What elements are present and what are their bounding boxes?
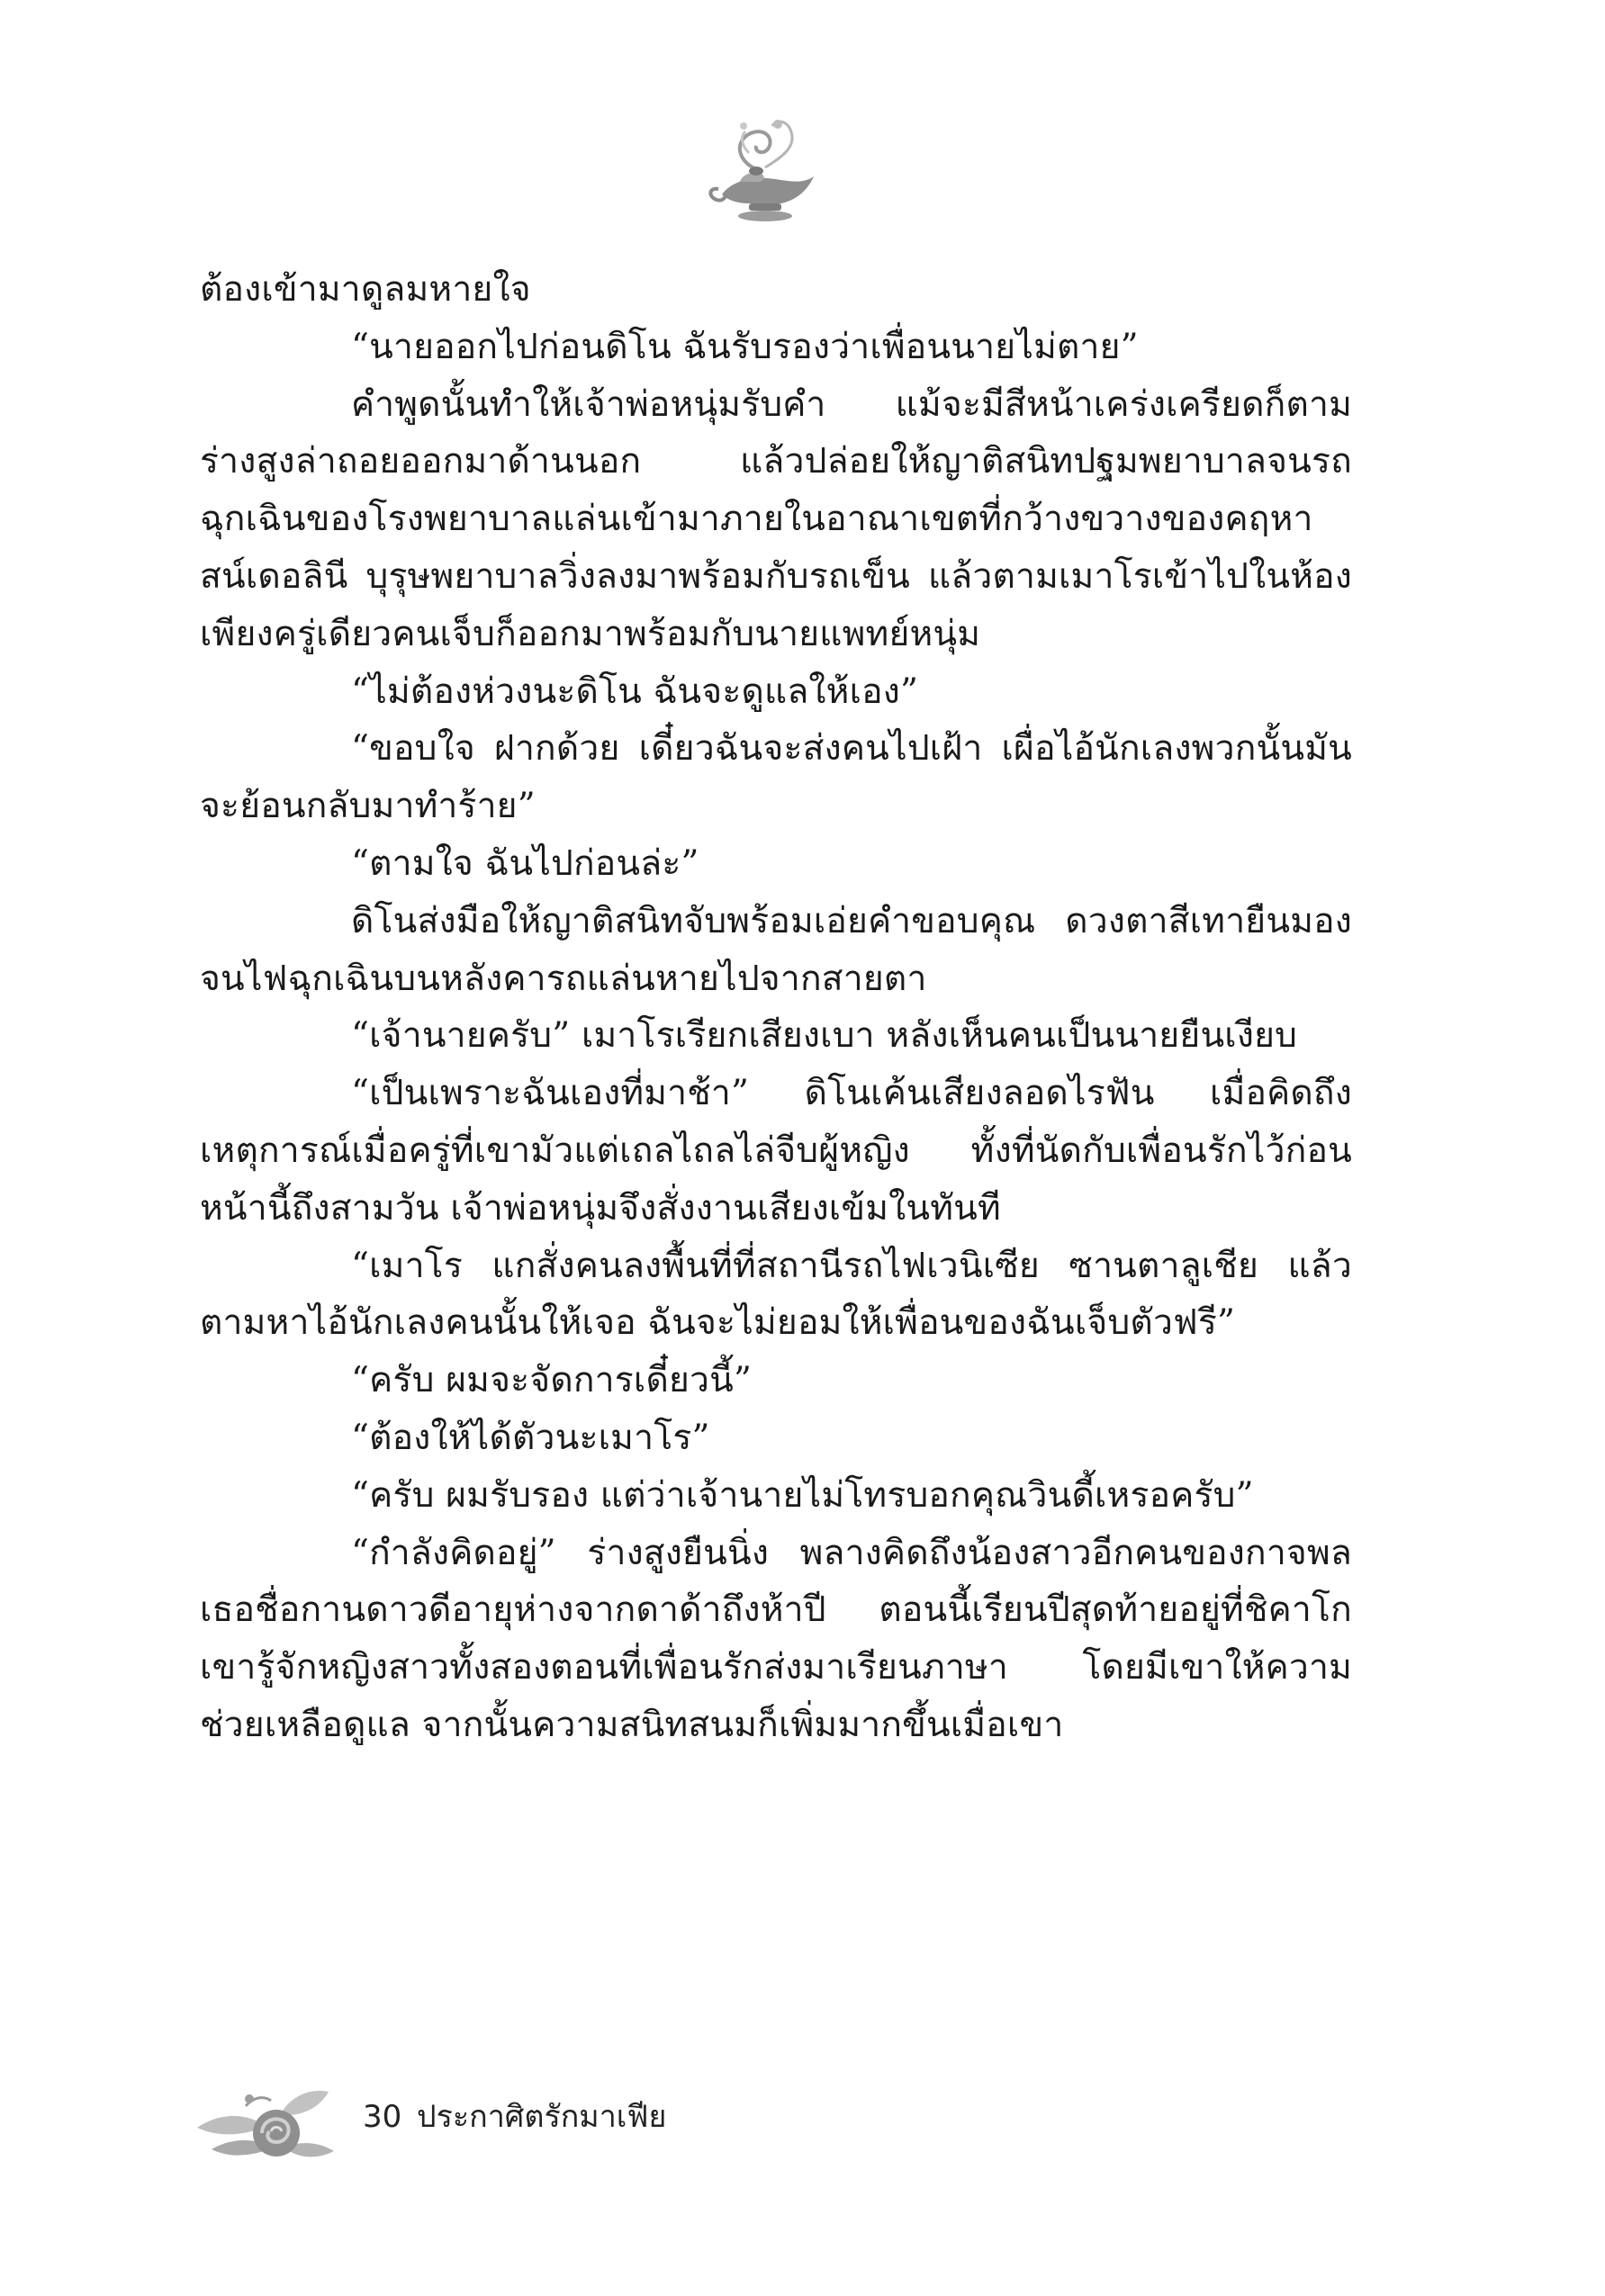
paragraph: “เจ้านายครับ” เมาโรเรียกเสียงเบา หลังเห็นคนเป็นนายยืนเงียบ: [351, 1015, 1298, 1057]
paragraph: “ครับ ผมจะจัดการเดี๋ยวนี้”: [351, 1360, 753, 1401]
paragraph: “เมาโร แกสั่งคนลงพื้นที่ที่สถานีรถไฟเวนิเซีย ซานตาลูเชีย แล้วตามหาไอ้นักเลงคนนั้นให้เจอ ฉันจะไม่ยอมให้เพื่อนของฉันเจ็บตัวฟรี”: [200, 1245, 1352, 1344]
paragraph: “ไม่ต้องห่วงนะดิโน ฉันจะดูแลให้เอง”: [351, 671, 919, 712]
body-text: [200, 261, 1352, 1754]
paragraph: “ครับ ผมรับรอง แต่ว่าเจ้านายไม่โทรบอกคุณวินดี้เหรอครับ”: [351, 1474, 1254, 1516]
paragraph: ต้องเข้ามาดูลมหายใจ: [200, 269, 531, 310]
paragraph: “ต้องให้ได้ตัวนะเมาโร”: [351, 1417, 710, 1458]
paragraph: “เป็นเพราะฉันเองที่มาช้า” ดิโนเค้นเสียงลอดไรฟัน เมื่อคิดถึงเหตุการณ์เมื่อครู่ที่เขามัวแต่เถลไถลไล่จีบผู้หญิง ทั้งที่นัดกับเพื่อนรักไว้ก่อนหน้านี้ถึงสามวัน เจ้าพ่อหนุ่มจึงสั่งงานเสียงเข้มในทันที: [200, 1073, 1352, 1229]
floral-ornament-icon: [194, 2061, 338, 2169]
paragraph: “ตามใจ ฉันไปก่อนล่ะ”: [351, 842, 699, 884]
page-footer: [194, 2061, 1004, 2169]
paragraph: คำพูดนั้นทำให้เจ้าพ่อหนุ่มรับคำ แม้จะมีสีหน้าเคร่งเครียดก็ตาม ร่างสูงล่าถอยออกมาด้านนอก แล้วปล่อยให้ญาติสนิทปฐมพยาบาลจนรถฉุกเฉินของโรงพยาบาลแล่นเข้ามาภายในอาณาเขตที่กว้างขวางของคฤหาสน์เดอลินี บุรุษพยาบาลวิ่งลงมาพร้อมกับรถเข็น แล้วตามเมาโรเข้าไปในห้อง เพียงครู่เดียวคนเจ็บก็ออกมาพร้อมกับนายแพทย์หนุ่ม: [200, 383, 1352, 654]
book-title: ประกาศิตรักมาเฟีย: [417, 2099, 667, 2135]
genie-lamp-icon: [700, 106, 826, 232]
page-number: 30: [363, 2099, 402, 2135]
paragraph: “ขอบใจ ฝากด้วย เดี๋ยวฉันจะส่งคนไปเฝ้า เผื่อไอ้นักเลงพวกนั้นมันจะย้อนกลับมาทำร้าย”: [200, 728, 1352, 827]
paragraph: “นายออกไปก่อนดิโน ฉันรับรองว่าเพื่อนนายไม่ตาย”: [351, 326, 1139, 367]
paragraph: ดิโนส่งมือให้ญาติสนิทจับพร้อมเอ่ยคำขอบคุณ ดวงตาสีเทายืนมองจนไฟฉุกเฉินบนหลังคารถแล่นหายไปจากสายตา: [200, 900, 1352, 999]
paragraph: “กำลังคิดอยู่” ร่างสูงยืนนิ่ง พลางคิดถึงน้องสาวอีกคนของกาจพล เธอชื่อกานดาวดีอายุห่างจากดาด้าถึงห้าปี ตอนนี้เรียนปีสุดท้ายอยู่ที่ชิคาโก เขารู้จักหญิงสาวทั้งสองตอนที่เพื่อนรักส่งมาเรียนภาษา โดยมีเขาให้ความช่วยเหลือดูแล จากนั้นความสนิทสนมก็เพิ่มมากขึ้นเมื่อเขา: [200, 1532, 1352, 1745]
